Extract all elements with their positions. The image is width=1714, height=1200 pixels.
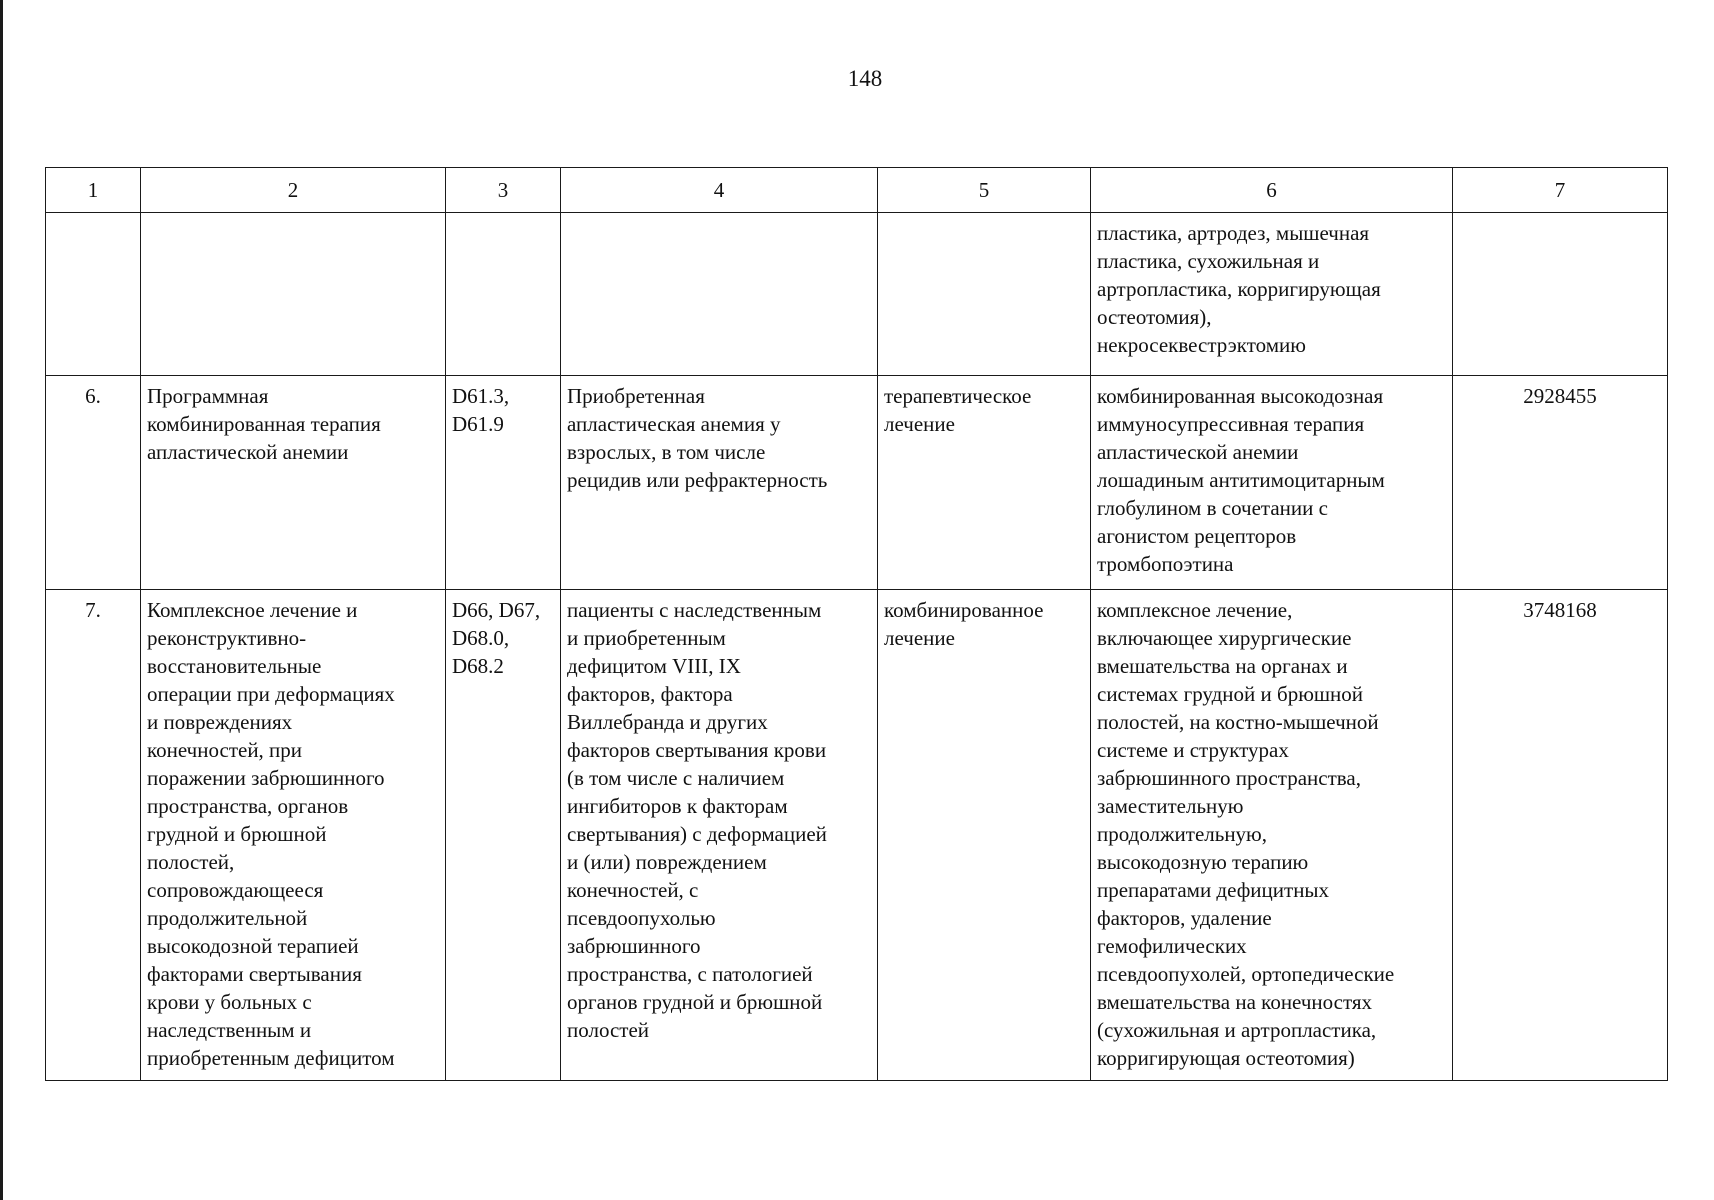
medical-care-table bbox=[45, 167, 1668, 1081]
row-number: 7. bbox=[46, 590, 141, 1081]
treatment-type: терапевтическое лечение bbox=[878, 376, 1091, 590]
column-header-1: 1 bbox=[46, 168, 141, 213]
treatment-method: комбинированная высокодозная иммуносупрессивная терапия апластической анемии лошадиным антитимоцитарным глобулином в сочетании с агонистом рецепторов тромбопоэтина bbox=[1091, 376, 1453, 590]
column-header-5: 5 bbox=[878, 168, 1091, 213]
table-row bbox=[46, 590, 1668, 1081]
treatment-type bbox=[878, 213, 1091, 376]
treatment-type: комбинированное лечение bbox=[878, 590, 1091, 1081]
column-header-3: 3 bbox=[446, 168, 561, 213]
patient-model: Приобретенная апластическая анемия у взрослых, в том числе рецидив или рефрактерность bbox=[561, 376, 878, 590]
treatment-method: комплексное лечение, включающее хирургические вмешательства на органах и системах грудной и брюшной полостей, на костно-мышечной системе и структурах забрюшинного пространства, заместительную продолжительную, высокодозную терапию препаратами дефицитных факторов, удаление гемофилических псевдоопухолей, ортопедические вмешательства на конечностях (сухожильная и артропластика, корригирующая остеотомия) bbox=[1091, 590, 1453, 1081]
table-row bbox=[46, 376, 1668, 590]
column-header-4: 4 bbox=[561, 168, 878, 213]
page-number: 148 bbox=[847, 66, 883, 91]
patient-model: пациенты с наследственным и приобретенным дефицитом VIII, IX факторов, фактора Виллебранда и других факторов свертывания крови (в том числе с наличием ингибиторов к факторам свертывания) с деформацией и (или) повреждением конечностей, с псевдоопухолью забрюшинного пространства, с патологией органов грудной и брюшной полостей bbox=[561, 590, 878, 1081]
icd-codes: D66, D67, D68.0, D68.2 bbox=[446, 590, 561, 1081]
icd-codes: D61.3, D61.9 bbox=[446, 376, 561, 590]
header-row bbox=[46, 168, 1668, 213]
care-name: Комплексное лечение и реконструктивно- восстановительные операции при деформациях и повреждениях конечностей, при поражении забрюшинного пространства, органов грудной и брюшной полостей, сопровождающееся продолжительной высокодозной терапией факторами свертывания крови у больных с наследственным и приобретенным дефицитом bbox=[141, 590, 446, 1081]
care-name bbox=[141, 213, 446, 376]
patient-model bbox=[561, 213, 878, 376]
icd-codes bbox=[446, 213, 561, 376]
cost-value bbox=[1453, 213, 1668, 376]
column-header-2: 2 bbox=[141, 168, 446, 213]
row-number: 6. bbox=[46, 376, 141, 590]
cost-value: 3748168 bbox=[1453, 590, 1668, 1081]
care-name: Программная комбинированная терапия апластической анемии bbox=[141, 376, 446, 590]
treatment-method: пластика, артродез, мышечная пластика, сухожильная и артропластика, корригирующая остеотомия), некросеквестрэктомию bbox=[1091, 213, 1453, 376]
cost-value: 2928455 bbox=[1453, 376, 1668, 590]
page-edge-shadow bbox=[0, 0, 3, 1200]
column-header-7: 7 bbox=[1453, 168, 1668, 213]
table-row bbox=[46, 213, 1668, 376]
row-number bbox=[46, 213, 141, 376]
column-header-6: 6 bbox=[1091, 168, 1453, 213]
